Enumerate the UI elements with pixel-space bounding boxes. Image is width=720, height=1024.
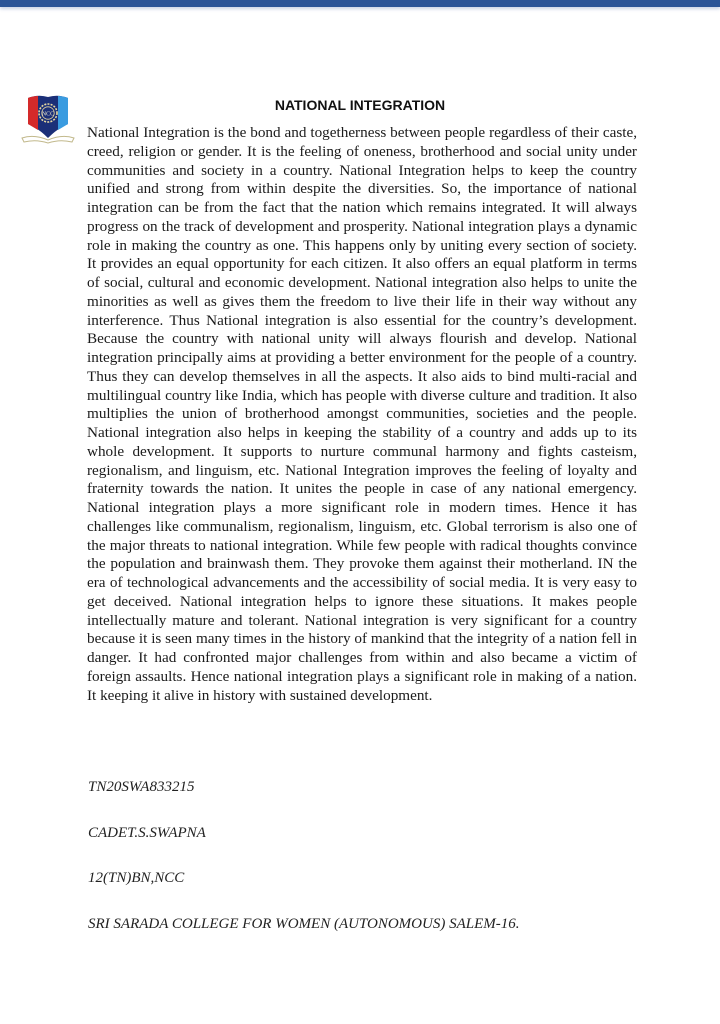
cadet-name: CADET.S.SWAPNA — [88, 825, 206, 841]
unit-name: 12(TN)BN,NCC — [88, 870, 185, 886]
top-bar — [0, 0, 720, 7]
logo-text: NCC — [41, 111, 55, 118]
institution-name: SRI SARADA COLLEGE FOR WOMEN (AUTONOMOUS) SALEM-16. — [88, 916, 520, 932]
regimental-number: TN20SWA833215 — [88, 779, 195, 795]
body-paragraph: National Integration is the bond and togetherness between people regardless of their caste, creed, religion or gender. It is the feeling of oneness, brotherhood and social unity under communities and society in a country. National Integration helps to keep the country unified and strong from within despite the diversities. So, the importance of national integration can be from the fact that the nation which remains integrated. It will always progress on the track of development and prosperity. National integration plays a dynamic role in making the country as one. This happens only by uniting every section of society. It provides an equal opportunity for each citizen. It also offers an equal platform in terms of social, cultural and economic development. National integration also helps to unite the minorities as well as gives them the freedom to live their life in their way without any interference. Thus National integration is also essential for the country’s development. Because the country with national unity will always flourish and develop. National integration principally aims at providing a better environment for the people of a country. Thus they can develop themselves in all the aspects. It also aids to bind multi-racial and multilingual country like India, which has people with diverse culture and tradition. It also multiplies the union of brotherhood amongst communities, societies and the people. National integration also helps in keeping the stability of a country and adds up to its whole development. It supports to nurture communal harmony and fights casteism, regionalism, and linguism, etc. National Integration improves the feeling of loyalty and fraternity towards the nation. It unites the people in case of any national emergency. National integration plays a more significant role in modern times. Hence it has challenges like communalism, regionalism, linguism, etc. Global terrorism is also one of the major threats to national integration. While few people with radical thoughts convince the population and brainwash them. They provoke them against their motherland. IN the era of technological advancements and the accessibility of social media. It is very easy to get deceived. National integration helps to ignore these situations. It makes people intellectually mature and tolerant. National integration is very significant for a country because it is seen many times in the history of mankind that the integrity of a nation fell in danger. It had confronted major challenges from within and also became a victim of foreign assaults. Hence national integration plays a significant role in making of a nation. It keeping it alive in history with sustained development. — [87, 124, 637, 704]
document-title: NATIONAL INTEGRATION — [274, 97, 446, 113]
